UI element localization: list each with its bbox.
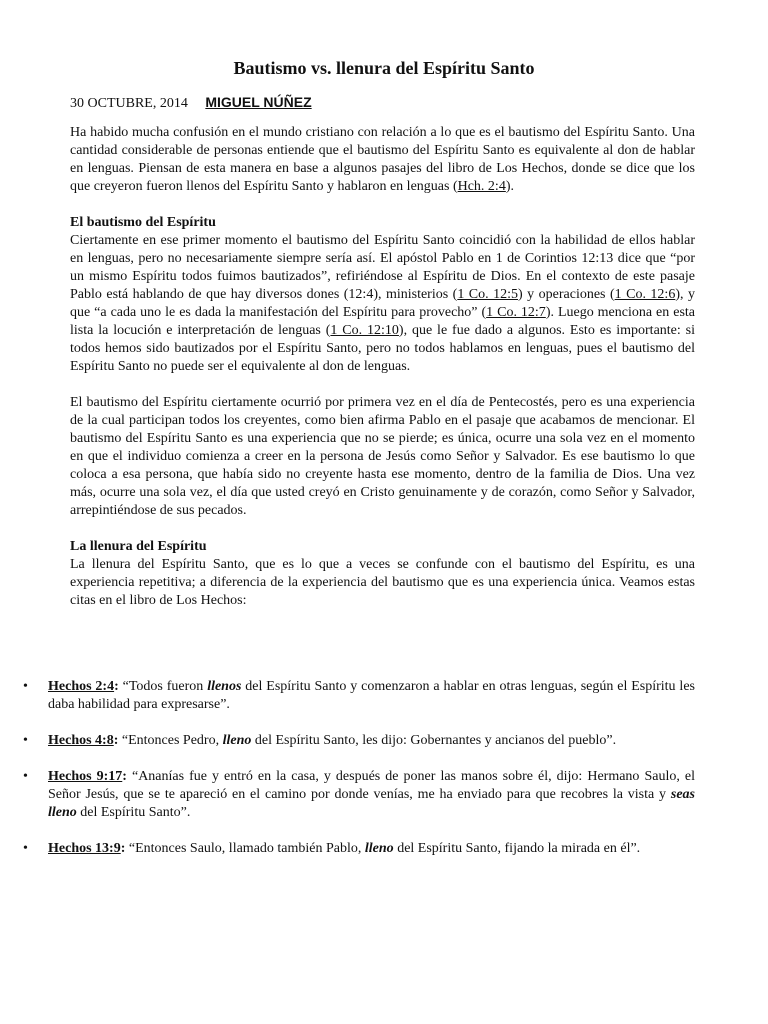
verse-reference[interactable]: Hechos 4:8 (48, 733, 114, 748)
text-segment: ), y que “a cada uno le es dada la manifestación del Espíritu para provecho” ( (70, 287, 695, 320)
article-meta (70, 93, 312, 113)
text-segment: del Espíritu Santo, fijando la mirada en él”. (393, 841, 641, 856)
bullet-icon: • (23, 769, 28, 784)
scripture-link[interactable]: 1 Co. 12:5 (457, 287, 519, 302)
section-heading-filling: La llenura del Espíritu (70, 539, 207, 554)
verse-reference[interactable]: Hechos 9:17 (48, 769, 123, 784)
text-segment: “Entonces Saulo, llamado también Pablo, (125, 841, 365, 856)
list-item (23, 678, 695, 714)
text-segment: ). (505, 179, 514, 194)
text-segment: del Espíritu Santo y comenzaron a hablar en otras lenguas, según el Espíritu les daba habilidad para expresarse”. (48, 679, 695, 712)
keyword: lleno (222, 733, 252, 748)
text-segment: Ha habido mucha confusión en el mundo cristiano con relación a lo que es el bautismo del Espíritu Santo. Una cantidad considerable de personas entiende que el bautismo del Espíritu Santo es equivalente al don de hablar en lenguas. Piensan de esta manera en base a algunos pasajes del libro de Los Hechos, donde se dice que los que creyeron fueron llenos del Espíritu Santo y hablaron en lenguas ( (70, 125, 695, 194)
text-segment: “Ananías fue y entró en la casa, y después de poner las manos sobre él, dijo: Hermano Saulo, el Señor Jesús, que se te apareció en el camino por donde venías, me ha enviado para que recobres la vista y (48, 769, 696, 802)
scripture-link[interactable]: 1 Co. 12:6 (614, 287, 676, 302)
paragraph-pentecost: El bautismo del Espíritu ciertamente ocurrió por primera vez en el día de Pentecostés, pero es una experiencia de la cual participan todos los creyentes, como bien afirma Pablo en el pasaje que acabamos de mencionar. El bautismo del Espíritu Santo es una experiencia que no se pierde; es única, ocurre una sola vez en el momento en que el individuo comienza a creer en la persona de Jesús como Señor y Salvador. Es ese bautismo lo que coloca a esa persona, que había sido no creyente hasta ese momento, dentro de la familia de Dios. Una vez más, ocurre una sola vez, el día que usted creyó en Cristo genuinamente y de corazón, como Señor y Salvador, arrepintiéndose de sus pecados. (70, 395, 695, 518)
text-segment: : (122, 769, 127, 784)
list-item (23, 840, 695, 858)
list-item (23, 768, 696, 822)
scripture-link[interactable]: 1 Co. 12:7 (486, 305, 546, 320)
bullet-icon: • (23, 733, 28, 748)
text-segment: Ciertamente en ese primer momento el bautismo del Espíritu Santo coincidió con la habilidad de ellos hablar en lenguas, pero no necesariamente siempre sería así. El apóstol Pablo en 1 de Corintios 12:13 dice que “por un mismo Espíritu todos fuimos bautizados”, refiriéndose al Espíritu de Dios. En el contexto de este pasaje Pablo está hablando de que hay diversos dones (12:4), ministerios ( (70, 233, 695, 302)
author-link[interactable]: MIGUEL NÚÑEZ (205, 94, 312, 110)
verse-reference[interactable]: Hechos 2:4 (48, 679, 115, 694)
paragraph-intro (70, 124, 695, 196)
text-segment: : (120, 841, 126, 856)
scripture-link[interactable]: Hch. 2:4 (457, 179, 506, 194)
article-body (70, 124, 695, 628)
text-segment: del Espíritu Santo, les dijo: Gobernantes y ancianos del pueblo”. (251, 733, 617, 748)
verse-list (23, 678, 696, 876)
text-segment: ), que le fue dado a algunos. Esto es importante: si todos hemos sido bautizados por el Espíritu Santo, pero no todos hablamos en lenguas, pues el bautismo del Espíritu Santo no puede ser el equivalente al don de lenguas. (70, 323, 696, 374)
bullet-icon: • (23, 679, 28, 694)
list-item (23, 732, 695, 750)
paragraph-filling (70, 538, 695, 610)
keyword: llenos (207, 679, 242, 694)
text-segment: ) y operaciones ( (518, 287, 615, 302)
text-segment: : (114, 679, 119, 694)
publish-date: 30 OCTUBRE, 2014 (70, 96, 188, 111)
text-segment: “Entonces Pedro, (118, 733, 223, 748)
keyword: lleno (364, 841, 394, 856)
page-title: Bautismo vs. llenura del Espíritu Santo (233, 58, 535, 78)
keyword: seas lleno (48, 787, 695, 820)
section-heading-baptism: El bautismo del Espíritu (70, 215, 216, 230)
text-segment: ). Luego menciona en esta lista la locución e interpretación de lenguas ( (70, 305, 695, 338)
verse-reference[interactable]: Hechos 13:9 (48, 841, 121, 856)
text-segment: : (113, 733, 119, 748)
scripture-link[interactable]: 1 Co. 12:10 (330, 323, 399, 338)
bullet-icon: • (23, 841, 28, 856)
text-segment: del Espíritu Santo”. (76, 805, 191, 820)
text-segment: La llenura del Espíritu Santo, que es lo que a veces se confunde con el bautismo del Espíritu, es una experiencia repetitiva; a diferencia de la experiencia del bautismo que es una experiencia única. Veamos estas citas en el libro de Los Hechos: (70, 557, 695, 608)
paragraph-baptism (70, 214, 695, 376)
text-segment: “Todos fueron (118, 679, 208, 694)
